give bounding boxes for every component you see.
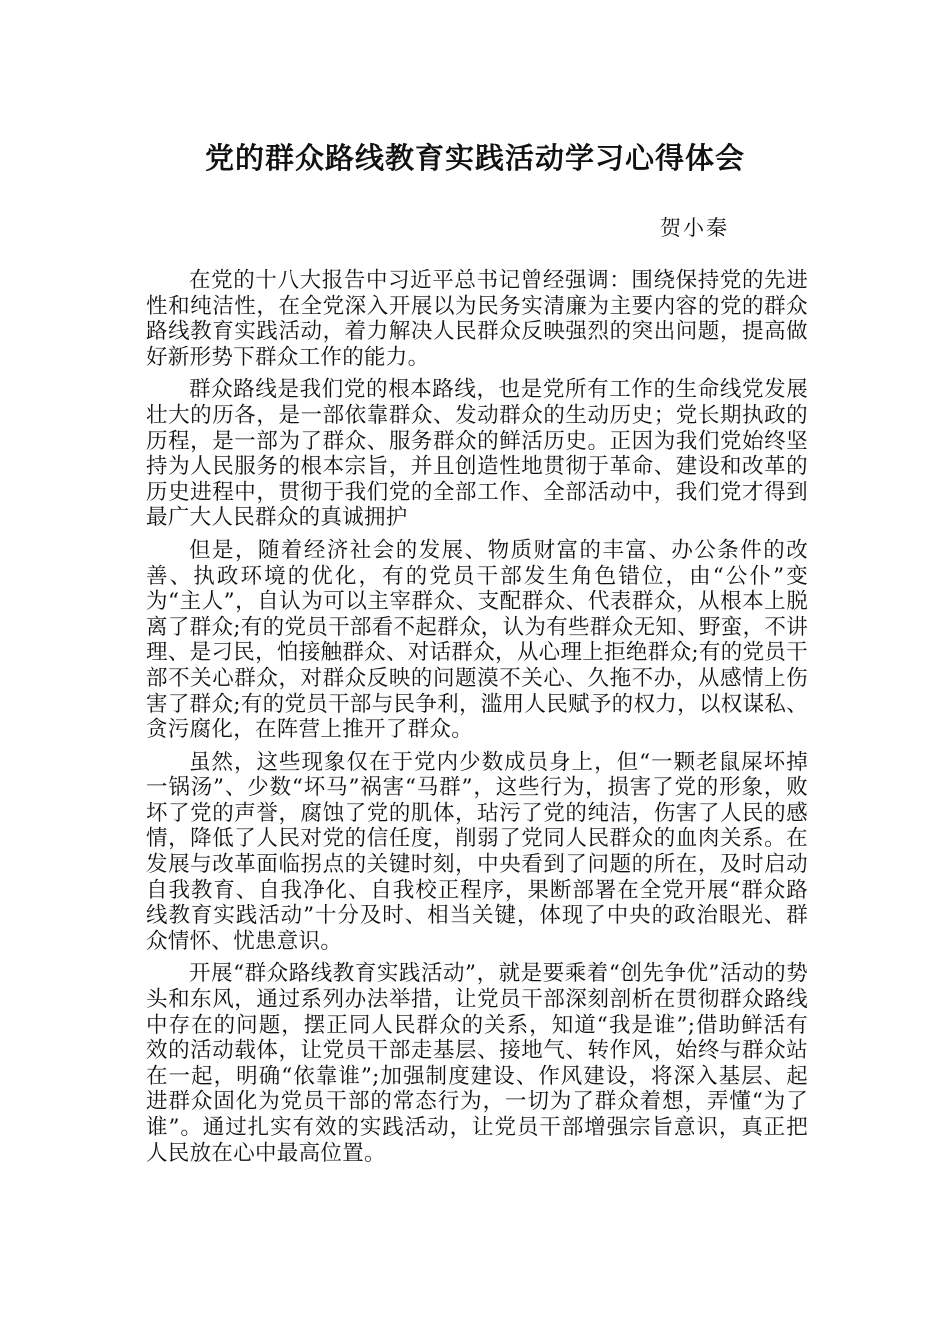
document-title: 党的群众路线教育实践活动学习心得体会 (204, 141, 745, 175)
author-name: 贺小秦 (660, 216, 729, 240)
paragraph-5: 开展“群众路线教育实践活动”，就是要乘着“创先争优”活动的势头和东风，通过系列办法举措，让党员干部深刻剖析在贯彻群众路线中存在的问题，摆正同人民群众的关系，知道“我是谁”;借助鲜活有效的活动载体，让党员干部走基层、接地气、转作风，始终与群众站在一起，明确“依靠谁”;加强制度建设、作风建设，将深入基层、起进群众固化为党员干部的常态行为，一切为了群众着想，弄懂“为了谁”。通过扎实有效的实践活动，让党员干部增强宗旨意识，真正把人民放在心中最高位置。 (146, 961, 808, 1166)
paragraph-1: 在党的十八大报告中习近平总书记曾经强调：围绕保持党的先进性和纯洁性，在全党深入开展以为民务实清廉为主要内容的党的群众路线教育实践活动，着力解决人民群众反映强烈的突出问题，提高做好新形势下群众工作的能力。 (146, 268, 808, 370)
paragraph-3: 但是，随着经济社会的发展、物质财富的丰富、办公条件的改善、执政环境的优化，有的党员干部发生角色错位，由“公仆”变为“主人”，自认为可以主宰群众、支配群众、代表群众，从根本上脱离了群众;有的党员干部看不起群众，认为有些群众无知、野蛮，不讲理、是刁民，怕接触群众、对话群众，从心理上拒绝群众;有的党员干部不关心群众，对群众反映的问题漠不关心、久拖不办，从感情上伤害了群众;有的党员干部与民争利，滥用人民赋予的权力，以权谋私、贪污腐化，在阵营上推开了群众。 (146, 537, 808, 743)
paragraph-2: 群众路线是我们党的根本路线，也是党所有工作的生命线党发展壮大的历各，是一部依靠群众、发动群众的生动历史；党长期执政的历程，是一部为了群众、服务群众的鲜活历史。正因为我们党始终坚持为人民服务的根本宗旨，并且创造性地贯彻于革命、建设和改革的历史进程中，贯彻于我们党的全部工作、全部活动中，我们党才得到最广大人民群众的真诚拥护 (146, 377, 808, 531)
document-body (146, 268, 808, 1173)
paragraph-4: 虽然，这些现象仅在于党内少数成员身上，但“一颗老鼠屎坏掉一锅汤”、少数“坏马”祸害“马群”，这些行为，损害了党的形象，败坏了党的声誉，腐蚀了党的肌体，玷污了党的纯洁，伤害了人民的感情，降低了人民对党的信任度，削弱了党同人民群众的血肉关系。在发展与改革面临拐点的关键时刻，中央看到了问题的所在，及时启动自我教育、自我净化、自我校正程序，果断部署在全党开展“群众路线教育实践活动”十分及时、相当关键，体现了中央的政治眼光、群众情怀、忧患意识。 (146, 749, 808, 954)
